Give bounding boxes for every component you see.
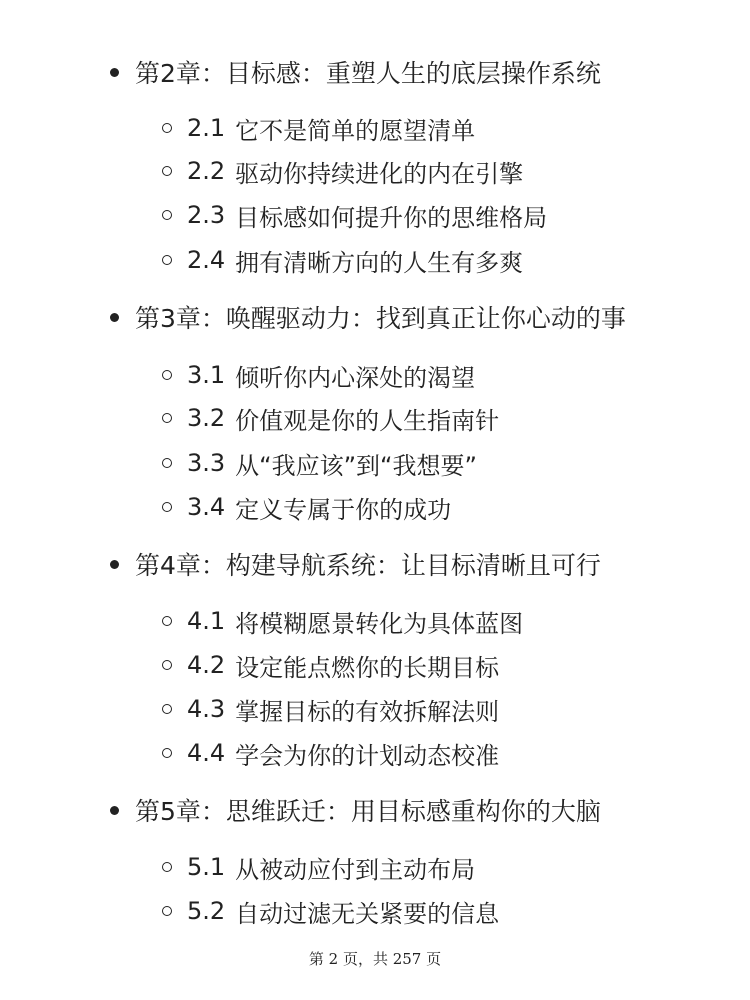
bullet-icon (110, 806, 119, 815)
section-number: 2.4 (187, 246, 226, 274)
chapter-title: 第5章：思维跃迁：用目标感重构你的大脑 (135, 797, 601, 826)
section-number: 2.1 (187, 114, 226, 142)
hollow-bullet-icon (162, 458, 172, 468)
section-title: 掌握目标的有效拆解法则 (235, 697, 500, 726)
section-3-4-item (162, 487, 451, 527)
chapter-title: 第2章：目标感：重塑人生的底层操作系统 (135, 59, 601, 88)
section-4-1-item (162, 601, 523, 641)
section-4-3-item (162, 689, 499, 729)
hollow-bullet-icon (162, 704, 172, 714)
section-5-2-item (162, 891, 499, 931)
section-4-2-item (162, 645, 499, 685)
section-title: 它不是简单的愿望清单 (235, 116, 476, 145)
section-title: 设定能点燃你的长期目标 (235, 653, 500, 682)
hollow-bullet-icon (162, 413, 172, 423)
page-footer (0, 948, 750, 969)
section-title: 从被动应付到主动布局 (235, 855, 476, 884)
section-3-3-item (162, 443, 477, 483)
section-2-3-item (162, 195, 547, 235)
section-3-2-item (162, 398, 499, 438)
section-number: 4.3 (187, 695, 226, 723)
hollow-bullet-icon (162, 166, 172, 176)
chapter-4-item (110, 544, 601, 584)
section-number: 3.3 (187, 449, 226, 477)
section-title: 倾听你内心深处的渴望 (235, 363, 476, 392)
hollow-bullet-icon (162, 255, 172, 265)
section-title: 学会为你的计划动态校准 (235, 741, 500, 770)
bullet-icon (110, 560, 119, 569)
section-number: 4.1 (187, 607, 226, 635)
section-2-4-item (162, 240, 523, 280)
section-number: 2.3 (187, 201, 226, 229)
section-2-1-item (162, 108, 475, 148)
chapter-5-item (110, 790, 601, 830)
section-3-1-item (162, 355, 475, 395)
hollow-bullet-icon (162, 370, 172, 380)
hollow-bullet-icon (162, 123, 172, 133)
section-title: 拥有清晰方向的人生有多爽 (235, 248, 524, 277)
hollow-bullet-icon (162, 616, 172, 626)
section-title: 定义专属于你的成功 (235, 495, 452, 524)
section-title: 从“我应该”到“我想要” (235, 451, 477, 480)
section-title: 将模糊愿景转化为具体蓝图 (235, 609, 524, 638)
section-5-1-item (162, 847, 475, 887)
section-title: 目标感如何提升你的思维格局 (235, 203, 548, 232)
chapter-3-item (110, 297, 626, 337)
section-4-4-item (162, 733, 499, 773)
section-2-2-item (162, 151, 523, 191)
section-title: 自动过滤无关紧要的信息 (235, 899, 500, 928)
section-number: 5.1 (187, 853, 226, 881)
hollow-bullet-icon (162, 862, 172, 872)
hollow-bullet-icon (162, 502, 172, 512)
section-title: 价值观是你的人生指南针 (235, 406, 500, 435)
section-number: 3.1 (187, 361, 226, 389)
section-number: 2.2 (187, 157, 226, 185)
section-title: 驱动你持续进化的内在引擎 (235, 159, 524, 188)
section-number: 3.4 (187, 493, 226, 521)
section-number: 4.4 (187, 739, 226, 767)
hollow-bullet-icon (162, 660, 172, 670)
section-number: 3.2 (187, 404, 226, 432)
hollow-bullet-icon (162, 748, 172, 758)
chapter-title: 第3章：唤醒驱动力：找到真正让你心动的事 (135, 304, 626, 333)
section-number: 5.2 (187, 897, 226, 925)
page-number-label: 第 2 页，共 257 页 (308, 950, 442, 968)
section-number: 4.2 (187, 651, 226, 679)
hollow-bullet-icon (162, 210, 172, 220)
bullet-icon (110, 68, 119, 77)
chapter-2-item (110, 52, 601, 92)
chapter-title: 第4章：构建导航系统：让目标清晰且可行 (135, 551, 601, 580)
bullet-icon (110, 313, 119, 322)
hollow-bullet-icon (162, 906, 172, 916)
